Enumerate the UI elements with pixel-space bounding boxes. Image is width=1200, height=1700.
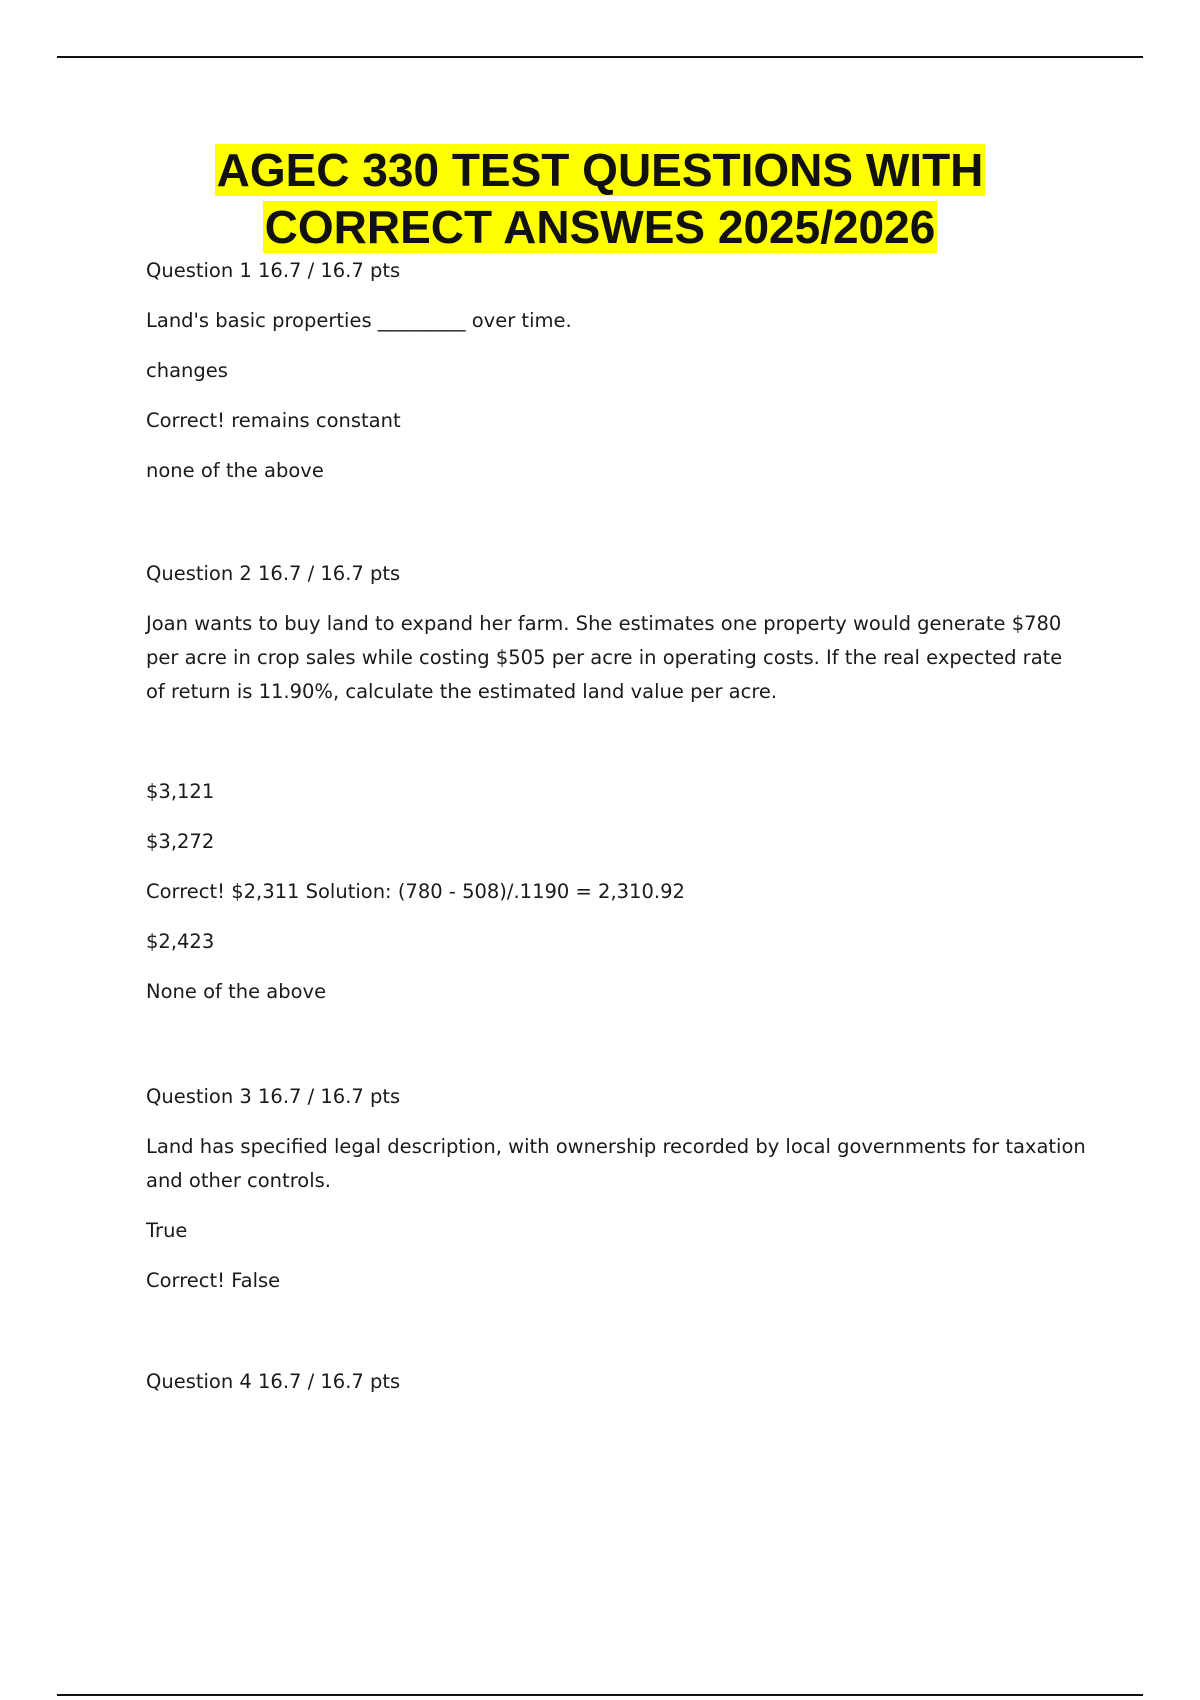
answer-option-correct: Correct! False — [146, 1269, 281, 1292]
question-prompt: Joan wants to buy land to expand her farm. She estimates one property would generate $780 per acre in crop sales while costing $505 per acre in operating costs. If the real expected rate of return is 11.90%, calculate the estimated land value per acre. — [146, 612, 1063, 703]
question-header: Question 1 16.7 / 16.7 pts — [146, 259, 401, 282]
answer-option: none of the above — [146, 459, 324, 482]
top-rule — [57, 56, 1143, 58]
document-title — [190, 142, 1010, 256]
question-prompt: Land has specified legal description, with ownership recorded by local governments for taxation and other controls. — [146, 1135, 1086, 1192]
question-3 — [146, 1080, 1086, 1298]
question-2 — [146, 557, 1086, 1009]
question-header: Question 3 16.7 / 16.7 pts — [146, 1085, 401, 1108]
title-line-1: AGEC 330 TEST QUESTIONS WITH — [216, 144, 984, 196]
answer-option-correct: Correct! $2,311 Solution: (780 - 508)/.1190 = 2,310.92 — [146, 880, 685, 903]
bottom-rule — [57, 1694, 1143, 1696]
answer-option: True — [146, 1219, 188, 1242]
answer-option: None of the above — [146, 980, 327, 1003]
answer-option: changes — [146, 359, 228, 382]
answer-option-correct: Correct! remains constant — [146, 409, 401, 432]
question-header: Question 2 16.7 / 16.7 pts — [146, 562, 401, 585]
question-1 — [146, 254, 1086, 488]
question-prompt: Land's basic properties _________ over time. — [146, 309, 572, 332]
answer-option: $3,272 — [146, 830, 215, 853]
answer-option: $3,121 — [146, 780, 215, 803]
question-header: Question 4 16.7 / 16.7 pts — [146, 1370, 401, 1393]
question-4 — [146, 1365, 1086, 1399]
title-block — [0, 142, 1200, 256]
title-line-2: CORRECT ANSWES 2025/2026 — [264, 201, 936, 253]
answer-option: $2,423 — [146, 930, 215, 953]
